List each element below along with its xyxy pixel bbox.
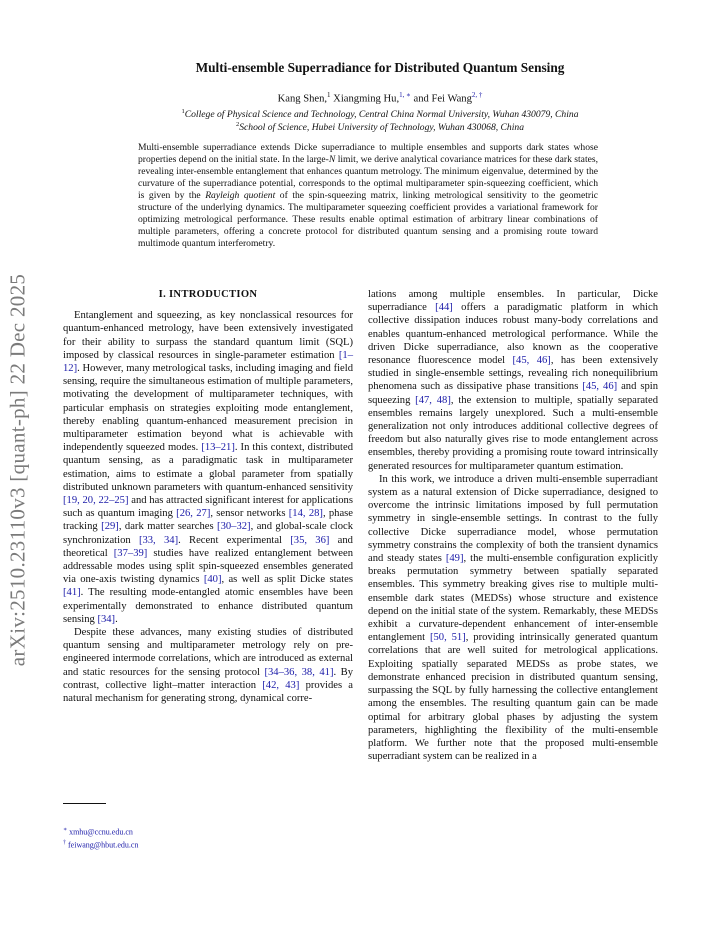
text-run: , phase tracking (63, 508, 354, 533)
citation-link[interactable]: [44] (435, 302, 453, 314)
citation-link[interactable]: [40] (203, 574, 222, 586)
citation-link[interactable]: [45, 46] (582, 381, 618, 393)
paragraph (368, 473, 658, 763)
arxiv-identifier-sidebar (0, 270, 36, 670)
citation-link[interactable]: [45, 46] (512, 355, 551, 367)
text-run: Despite these advances, many existing studies of distributed quantum sensing and multiparameter metrology rely on pre-engineered intermode correlations, which are introduced as external and static resources for the sensing protocol (63, 627, 353, 678)
citation-link[interactable]: [13–21] (201, 442, 235, 454)
author-list (60, 91, 700, 105)
citation-link[interactable]: [14, 28] (288, 508, 323, 520)
text-run: , the multi-ensemble configuration explicitly breaks permutation symmetry between spatially separated ensembles. This symmetry breaking gives rise to multiple multi-ensemble dark states (MEDSs) whose structure and existence depend on the initial state of the system. Remarkably, these MEDSs exhibit a curvature-dependent enhancement of inter-ensemble entanglement (368, 553, 658, 644)
citation-link[interactable]: [19, 20, 22–25] (63, 495, 129, 507)
text-run: limit, we derive analytical covariance matrices for these dark states, revealing inter-ensemble entanglement that enhances quantum metrology. The minimum eigenvalue, determined by the curvature of the superradiance potential, corresponds to the optimal multiparameter spin-squeezing coefficient, which is given by the (138, 154, 598, 202)
author-mark[interactable]: 2, † (471, 91, 483, 99)
affiliation-1 (60, 108, 700, 120)
author-name: and Fei Wang (410, 93, 472, 105)
citation-link[interactable]: [30–32] (217, 521, 251, 533)
paragraph (63, 626, 353, 705)
footnote-1 (63, 825, 138, 838)
footnotes (63, 825, 138, 850)
right-column (368, 288, 658, 763)
text-run: and has attracted significant interest for applications such as quantum imaging (63, 495, 353, 520)
author-mark[interactable]: 1, ∗ (399, 91, 411, 99)
paragraph (368, 288, 658, 473)
text-run: . The resulting mode-entangled atomic ensembles have been experimentally demonstrated to enhance distributed quantum sensing (63, 587, 353, 625)
arxiv-identifier[interactable]: arXiv:2510.23110v3 [quant-ph] 22 Dec 2025 (5, 273, 30, 667)
footnote-2 (63, 838, 138, 851)
text-run: Entanglement and squeezing, as key nonclassical resources for quantum-enhanced metrology, have been extensively investigated for their ability to surpass the standard quantum limit (SQL) imposed by classical resources in single-parameter estimation (63, 310, 353, 361)
text-run: In this work, we introduce a driven multi-ensemble superradiant system as a natural extension of Dicke superradiance, designed to overcome the intrinsic limitations imposed by full permutation symmetry in single-ensemble settings. In contrast to the fully collective Dicke superradiance model, whose permutation symmetry constrains the complexity of both the transient dynamics and steady states (368, 473, 658, 565)
text-run: provides a natural mechanism for generating strong, dynamical corre- (63, 679, 353, 705)
citation-link[interactable]: [34–36, 38, 41] (264, 666, 334, 678)
affiliation-mark: 1 (181, 108, 185, 115)
text-run: , the extension to multiple, spatially separated ensembles remains largely unexplored. Such a multi-ensemble generalization not only introduces additional collective degrees of freedom but also naturally gives rise to mode entanglement across ensembles, thereby providing a promising route toward intrinsically generated resources for multiparameter quantum estimation. (368, 394, 658, 472)
citation-link[interactable]: [34] (97, 613, 116, 625)
text-run: , has been extensively studied in single-ensemble settings, revealing rich nonequilibrium phenomena such as dissipative phase transitions (368, 355, 658, 393)
text-run: , and global-scale clock synchronization (63, 521, 354, 546)
footnote-mark: † (63, 839, 66, 846)
text-run: . However, many metrological tasks, including imaging and field sensing, require the simultaneous estimation of multiple parameters, motivating the development of multiparameter techniques, with particular emphasis on strategies exploiting mode entanglement, thereby enabling quantum-enhanced measurement precision in multiparameter estimation beyond what is achievable with independently squeezed modes. (63, 363, 353, 454)
affiliation-2 (60, 121, 700, 133)
text-run: and theoretical (63, 534, 353, 559)
text-run: and spin squeezing (368, 381, 658, 406)
text-run: , as well as split Dicke states (221, 574, 353, 586)
italic-text: N (328, 154, 336, 166)
citation-link[interactable]: [35, 36] (290, 534, 330, 546)
text-run: , dark matter searches (118, 521, 218, 533)
author-name: Kang Shen, (277, 93, 328, 105)
section-heading: I. INTRODUCTION (158, 289, 258, 300)
citation-link[interactable]: [26, 27] (176, 508, 211, 520)
right-column-body (368, 288, 658, 763)
text-run: , providing intrinsically generated quantum correlations that are well suited for metrological applications. Exploiting spatially separated MEDSs as probe states, we demonstrate enhanced precision in distributed quantum sensing, surpassing the SQL by fully harnessing the collective entanglement among the ensembles. The resulting quantum gain can be made optimal for arbitrary global phases by adjusting the system parameters, highlighting the flexibility of the multi-ensemble platform. We further note that the proposed multi-ensemble superradiant system can be realized in a (368, 632, 658, 763)
citation-link[interactable]: [29] (101, 521, 119, 533)
affiliation-text: School of Science, Hubei University of Technology, Wuhan 430068, China (239, 122, 524, 134)
citation-link[interactable]: [49] (445, 553, 464, 565)
footnote-mark: ∗ (63, 827, 68, 833)
text-run: , sensor networks (210, 508, 289, 520)
left-column (63, 288, 353, 705)
citation-link[interactable]: [42, 43] (262, 679, 300, 691)
citation-link[interactable]: [37–39] (113, 547, 148, 559)
text-run: . By contrast, collective light–matter interaction (63, 666, 353, 691)
citation-link[interactable]: [1–12] (63, 349, 353, 375)
author-mark: 1 (327, 91, 331, 99)
paper-title: Multi-ensemble Superradiance for Distributed Quantum Sensing (195, 60, 565, 75)
affiliation-text: College of Physical Science and Technology, Central China Normal University, Wuhan 430079, China (184, 109, 579, 121)
text-run: . In this context, distributed quantum sensing, as a paradigmatic task in multiparameter estimation, aims to estimate a global parameter from spatially distributed unknown parameters with quantum-enhanced sensitivity (63, 442, 353, 493)
text-run: studies have realized entanglement between addressable modes using split spin-squeezed ensembles generated via one-axis twisting dynamics (63, 547, 353, 586)
affiliation-mark: 2 (235, 121, 240, 128)
citation-link[interactable]: [47, 48] (415, 394, 451, 406)
citation-link[interactable]: [50, 51] (429, 632, 466, 644)
citation-link[interactable]: [41] (63, 587, 81, 599)
text-run: . (115, 613, 118, 625)
footnote-rule (63, 803, 106, 804)
author-name: Xiangming Hu, (330, 93, 400, 105)
italic-text: Rayleigh quotient (205, 190, 276, 202)
text-run: lations among multiple ensembles. In particular, Dicke superradiance (368, 289, 658, 314)
paragraph (63, 309, 353, 626)
text-run: . Recent experimental (178, 534, 291, 546)
text-run: Multi-ensemble superradiance extends Dicke superradiance to multiple ensembles and supports dark states whose properties depend on the initial state. In the large- (138, 142, 598, 166)
email-link[interactable]: xmhu@ccnu.edu.cn (69, 827, 133, 837)
email-link[interactable]: feiwang@hbut.edu.cn (68, 840, 139, 850)
text-run: of the spin-squeezing matrix, linking metrological sensitivity to the geometric structure of the underlying dynamics. The multiparameter squeezing coefficient provides a variational framework for optimizing metrological performance. These results enable optimal estimation of arbitrary linear combinations of multiple parameters, offering a concrete protocol for distributed quantum sensing and a promising route toward multimode quantum interferometry. (138, 190, 598, 250)
abstract (138, 142, 598, 250)
left-column-body (63, 309, 353, 705)
citation-link[interactable]: [33, 34] (138, 534, 179, 546)
text-run: offers a paradigmatic platform in which collective dissipation induces robust many-body correlations and enables quantum-enhanced metrological performance. While the driven Dicke superradiance, also known as the cooperative resonance fluorescence model (368, 302, 659, 367)
